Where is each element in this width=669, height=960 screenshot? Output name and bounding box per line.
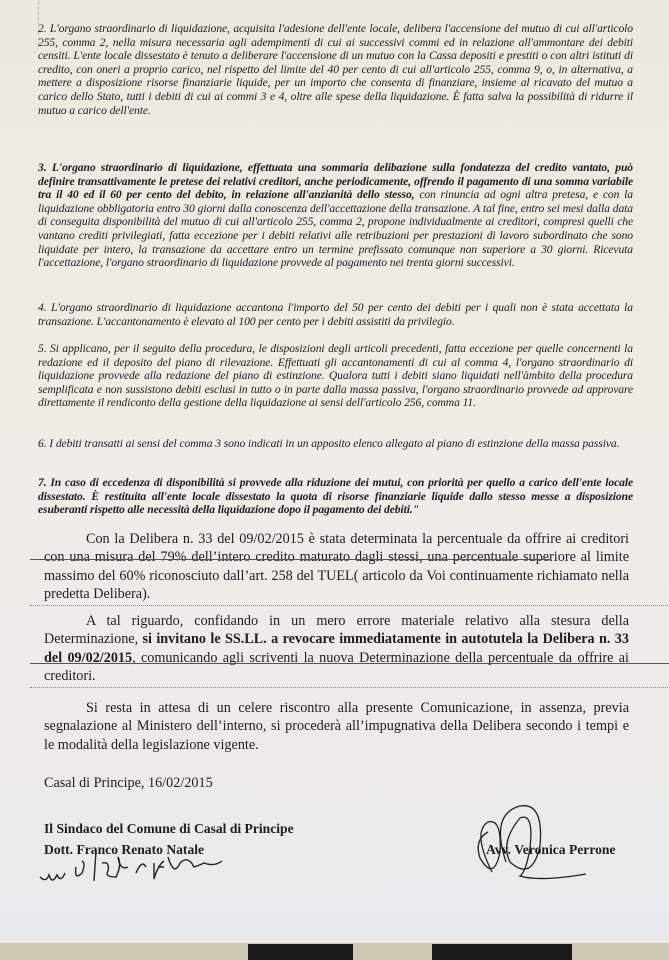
article-5: 5. Si applicano, per il seguito della procedura, le disposizioni degli articoli precedenti, fatta eccezione per quelle concernenti la redazione ed il deposito del piano di rilevazione. Effettuati gli accantonamenti di cui al comma 4, l'organo straordinario di liquidazione provvede alla redazione del piano di estinzione. Qualora tutti i debiti siano liquidati nell'àmbito della procedura semplificata e non sussistono debiti esclusi in tutto o in parte dalla massa passiva, l'organo straordinario provvede ad approvare direttamente il rendiconto della gestione della liquidazione ai sensi dell'articolo 256, comma 11. <box>38 342 633 410</box>
strike-line <box>30 559 550 560</box>
article-7 <box>38 476 633 517</box>
article-2: 2. L'organo straordinario di liquidazione, acquisita l'adesione dell'ente locale, delibera l'accensione del mutuo di cui all'articolo 255, comma 2, nella misura necessaria agli adempimenti di cui ai successivi commi ed in relazione all'ammontare dei debiti censiti. L'ente locale dissestato è tenuto a deliberare l'accensione di un mutuo con la Cassa depositi e prestiti o con altri istituti di credito, con oneri a proprio carico, nel rispetto del limite del 40 per cento di cui all'articolo 255, comma 9, o, in alternativa, a mettere a disposizione risorse finanziarie liquide, per un importo che consenta di finanziare, insieme al ricavato del mutuo a carico dello Stato, tutti i debiti di cui ai commi 3 e 4, oltre alle spese della liquidazione. È fatta salva la possibilità di ridurre il mutuo a carico dell'ente. <box>38 22 633 117</box>
article-3 <box>38 161 633 270</box>
place-date: Casal di Principe, 16/02/2015 <box>44 775 213 791</box>
paragraph-closing: Si resta in attesa di un celere riscontro alla presente Comunicazione, in assenza, previa segnalazione al Ministero dell’interno, si procederà all’impugnativa della Delibera secondo i tempi e le modalità della legislazione vigente. <box>44 700 629 753</box>
article-7-bold: 7. In caso di eccedenza di disponibilità si provvede alla riduzione dei mutui, con priorità per quello a carico dell'ente locale dissestato. È restituita all'ente locale dissestato la quota di risorse finanziarie liquide dallo stesso messe a disposizione esuberanti rispetto alle necessità della liquidazione dopo il pagamento dei debiti." <box>38 476 633 517</box>
paragraph-request <box>44 612 629 686</box>
dotted-line-2 <box>30 687 669 688</box>
underline-rule <box>30 663 669 664</box>
article-3-rest: con rinuncia ad ogni altra pretesa, e con la liquidazione obbligatoria entro 30 giorni dalla conoscenza dell'accettazione della transazione. A tal fine, entro sei mesi dalla data di conseguita disponibilità del mutuo di cui all'articolo 255, comma 2, propone individualmente ai creditori, compresi quelli che vantano crediti privilegiati, fatta eccezione per i debiti relativi alle retribuzioni per prestazioni di lavoro subordinato che sono liquidate per intero, la transazione da accettare entro un termine prefissato comunque non superiore a 30 giorni. Ricevuta l'accettazione, l'organo straordinario di liquidazione provvede al pagamento nei trenta giorni successivi. <box>38 188 633 270</box>
chair-leg <box>432 944 572 960</box>
mayor-name: Dott. Franco Renato Natale <box>44 842 205 857</box>
lawyer-name: Avv. Veronica Perrone <box>486 842 616 857</box>
lawyer-signature <box>462 802 587 882</box>
request-before: A tal riguardo, confidando in un mero errore materiale relativo alla stesura della Determinazione, <box>44 613 629 648</box>
request-after: , comunicando agli scriventi la nuova Determinazione della percentuale da offrire ai creditori. <box>44 649 629 685</box>
request-bold: si invitano le SS.LL. a revocare immediatamente in autotutela la Delibera n. 33 del 09/02/2015 <box>44 631 629 666</box>
article-3-bold: 3. L'organo straordinario di liquidazione, effettuata una sommaria delibazione sulla fondatezza del credito vantato, può definire transattivamente le pretese dei relativi creditori, anche periodicamente, offrendo il pagamento di una somma variabile tra il 40 ed il 60 per cento del debito, in relazione all'anzianità dello stesso, <box>38 161 633 202</box>
dotted-line <box>30 605 669 606</box>
mayor-title: Il Sindaco del Comune di Casal di Principe <box>44 821 294 836</box>
article-6: 6. I debiti transatti ai sensi del comma 3 sono indicati in un apposito elenco allegato al piano di estinzione della massa passiva. <box>38 437 620 450</box>
chair-leg <box>248 944 353 960</box>
paragraph-delibera: Con la Delibera n. 33 del 09/02/2015 è stata determinata la percentuale da offrire ai creditori con una misura del 79% dell’intero credito maturato dagli stessi, una percentuale superiore al limite massimo del 60% riconosciuto dall’art. 258 del TUEL( articolo da Voi continuamente richiamato nella predetta Delibera). <box>44 531 629 603</box>
mayor-signature <box>36 845 256 890</box>
article-4: 4. L'organo straordinario di liquidazione accantona l'importo del 50 per cento dei debiti per i quali non è stata accettata la transazione. L'accantonamento è elevato al 100 per cento per i debiti assistiti da privilegio. <box>38 301 633 328</box>
